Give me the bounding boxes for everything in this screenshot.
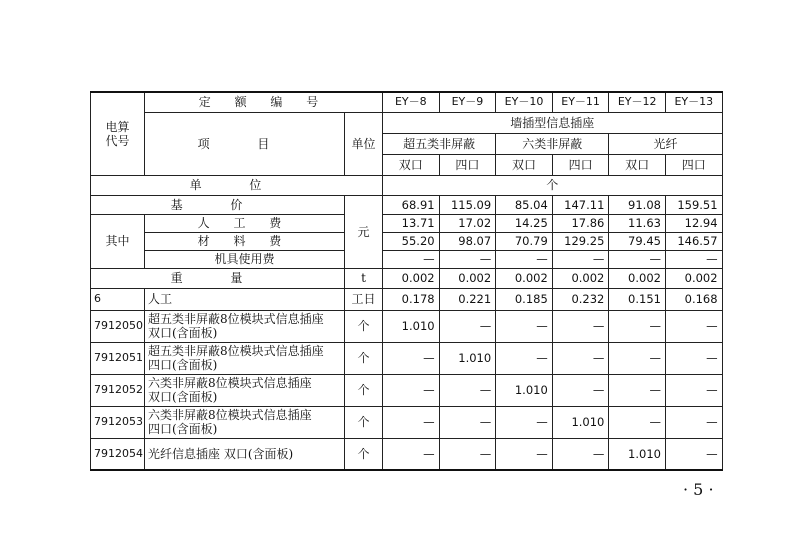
material-name-line1: 超五类非屏蔽8位模块式信息插座 bbox=[148, 312, 324, 326]
material-cost-value: 98.07 bbox=[439, 232, 496, 250]
weight-value: 0.002 bbox=[439, 268, 496, 288]
material-code: 7912051 bbox=[91, 342, 145, 374]
labor-value: 0.232 bbox=[552, 288, 609, 310]
material-cost-value: 79.45 bbox=[609, 232, 666, 250]
material-unit: 个 bbox=[345, 310, 383, 342]
labor-value: 0.221 bbox=[439, 288, 496, 310]
machine-cost-value: — bbox=[439, 250, 496, 268]
material-value: — bbox=[383, 374, 440, 406]
header-row-group bbox=[91, 112, 723, 133]
labor-value: 0.178 bbox=[383, 288, 440, 310]
labor-cost-row bbox=[91, 214, 723, 232]
machine-cost-label: 机具使用费 bbox=[145, 250, 345, 268]
material-row bbox=[91, 406, 723, 438]
weight-value: 0.002 bbox=[609, 268, 666, 288]
base-price-value: 91.08 bbox=[609, 195, 666, 214]
weight-row bbox=[91, 268, 723, 288]
material-value: — bbox=[552, 310, 609, 342]
subgroup-fiber: 光纤 bbox=[609, 133, 722, 154]
material-cost-row bbox=[91, 232, 723, 250]
header-row-codes bbox=[91, 92, 723, 112]
labor-name: 人工 bbox=[145, 288, 345, 310]
port-2: 四口 bbox=[439, 154, 496, 175]
material-code: 7912053 bbox=[91, 406, 145, 438]
material-value: — bbox=[383, 406, 440, 438]
material-value: — bbox=[552, 438, 609, 470]
base-price-value: 115.09 bbox=[439, 195, 496, 214]
base-price-value: 68.91 bbox=[383, 195, 440, 214]
material-code: 7912052 bbox=[91, 374, 145, 406]
unit-row-value: 个 bbox=[383, 175, 723, 195]
machine-cost-row bbox=[91, 250, 723, 268]
machine-cost-value: — bbox=[383, 250, 440, 268]
material-row bbox=[91, 342, 723, 374]
labor-value: 0.168 bbox=[665, 288, 722, 310]
of-which-label: 其中 bbox=[91, 214, 145, 268]
material-code: 7912054 bbox=[91, 438, 145, 470]
material-value: — bbox=[665, 342, 722, 374]
material-value: 1.010 bbox=[439, 342, 496, 374]
item-label: 项 目 bbox=[145, 112, 345, 175]
port-4: 四口 bbox=[552, 154, 609, 175]
port-6: 四口 bbox=[665, 154, 722, 175]
labor-cost-value: 12.94 bbox=[665, 214, 722, 232]
labor-cost-value: 11.63 bbox=[609, 214, 666, 232]
material-value: — bbox=[609, 374, 666, 406]
base-price-row bbox=[91, 195, 723, 214]
labor-value: 0.185 bbox=[496, 288, 553, 310]
material-cost-value: 70.79 bbox=[496, 232, 553, 250]
quota-code-2: EY－9 bbox=[439, 92, 496, 112]
unit-row bbox=[91, 175, 723, 195]
material-value: — bbox=[665, 406, 722, 438]
material-value: — bbox=[609, 406, 666, 438]
material-value: — bbox=[665, 374, 722, 406]
material-value: — bbox=[496, 310, 553, 342]
unit-row-label: 单 位 bbox=[91, 175, 383, 195]
material-value: 1.010 bbox=[383, 310, 440, 342]
labor-cost-value: 14.25 bbox=[496, 214, 553, 232]
material-name bbox=[145, 374, 345, 406]
quota-table bbox=[90, 91, 723, 471]
material-name-line1: 六类非屏蔽8位模块式信息插座 bbox=[148, 376, 312, 390]
material-unit: 个 bbox=[345, 342, 383, 374]
machine-cost-value: — bbox=[609, 250, 666, 268]
weight-unit: t bbox=[345, 268, 383, 288]
subgroup-cat5e: 超五类非屏蔽 bbox=[383, 133, 496, 154]
material-unit: 个 bbox=[345, 438, 383, 470]
quota-code-1: EY－8 bbox=[383, 92, 440, 112]
material-value: — bbox=[439, 310, 496, 342]
material-name bbox=[145, 342, 345, 374]
material-value: 1.010 bbox=[609, 438, 666, 470]
code-column-header bbox=[91, 92, 145, 175]
material-value: — bbox=[496, 438, 553, 470]
material-name-line1: 超五类非屏蔽8位模块式信息插座 bbox=[148, 344, 324, 358]
material-value: — bbox=[439, 406, 496, 438]
labor-cost-value: 17.86 bbox=[552, 214, 609, 232]
code-label-line1: 电算 bbox=[105, 119, 130, 134]
machine-cost-value: — bbox=[552, 250, 609, 268]
base-price-value: 159.51 bbox=[665, 195, 722, 214]
material-name-line2: 四口(含面板) bbox=[148, 422, 218, 436]
material-name-line2: 双口(含面板) bbox=[148, 326, 218, 340]
material-value: — bbox=[383, 438, 440, 470]
material-name bbox=[145, 406, 345, 438]
material-unit: 个 bbox=[345, 374, 383, 406]
material-value: — bbox=[665, 310, 722, 342]
labor-unit: 工日 bbox=[345, 288, 383, 310]
unit-label: 单位 bbox=[345, 112, 383, 175]
page-number: · 5 · bbox=[683, 480, 714, 499]
weight-value: 0.002 bbox=[496, 268, 553, 288]
material-name-line2: 双口(含面板) bbox=[148, 390, 218, 404]
base-price-value: 85.04 bbox=[496, 195, 553, 214]
weight-label: 重 量 bbox=[91, 268, 345, 288]
material-value: 1.010 bbox=[552, 406, 609, 438]
labor-cost-value: 13.71 bbox=[383, 214, 440, 232]
material-unit: 个 bbox=[345, 406, 383, 438]
material-value: — bbox=[496, 342, 553, 374]
port-5: 双口 bbox=[609, 154, 666, 175]
base-price-value: 147.11 bbox=[552, 195, 609, 214]
material-value: — bbox=[609, 342, 666, 374]
material-cost-value: 146.57 bbox=[665, 232, 722, 250]
material-value: — bbox=[383, 342, 440, 374]
material-value: — bbox=[665, 438, 722, 470]
quota-code-4: EY－11 bbox=[552, 92, 609, 112]
material-cost-value: 129.25 bbox=[552, 232, 609, 250]
material-row bbox=[91, 438, 723, 470]
port-1: 双口 bbox=[383, 154, 440, 175]
material-value: — bbox=[496, 406, 553, 438]
material-row bbox=[91, 374, 723, 406]
labor-value: 0.151 bbox=[609, 288, 666, 310]
of-which-unit: 元 bbox=[345, 195, 383, 268]
material-name bbox=[145, 438, 345, 470]
subgroup-cat6: 六类非屏蔽 bbox=[496, 133, 609, 154]
material-value: — bbox=[552, 342, 609, 374]
material-value: — bbox=[439, 438, 496, 470]
labor-code: 6 bbox=[91, 288, 145, 310]
material-name-line1: 六类非屏蔽8位模块式信息插座 bbox=[148, 408, 312, 422]
material-row bbox=[91, 310, 723, 342]
code-label-line2: 代号 bbox=[105, 133, 130, 148]
quota-code-6: EY－13 bbox=[665, 92, 722, 112]
labor-cost-value: 17.02 bbox=[439, 214, 496, 232]
material-code: 7912050 bbox=[91, 310, 145, 342]
quota-code-3: EY－10 bbox=[496, 92, 553, 112]
group-title: 墙插型信息插座 bbox=[383, 112, 723, 133]
quota-number-label: 定 额 编 号 bbox=[145, 92, 383, 112]
material-name-line1: 光纤信息插座 双口(含面板) bbox=[148, 446, 294, 461]
material-cost-value: 55.20 bbox=[383, 232, 440, 250]
weight-value: 0.002 bbox=[665, 268, 722, 288]
port-3: 双口 bbox=[496, 154, 553, 175]
machine-cost-value: — bbox=[496, 250, 553, 268]
labor-cost-label: 人 工 费 bbox=[145, 214, 345, 232]
labor-row bbox=[91, 288, 723, 310]
quota-code-5: EY－12 bbox=[609, 92, 666, 112]
material-cost-label: 材 料 费 bbox=[145, 232, 345, 250]
machine-cost-value: — bbox=[665, 250, 722, 268]
weight-value: 0.002 bbox=[552, 268, 609, 288]
material-value: 1.010 bbox=[496, 374, 553, 406]
material-value: — bbox=[609, 310, 666, 342]
material-value: — bbox=[552, 374, 609, 406]
material-name-line2: 四口(含面板) bbox=[148, 358, 218, 372]
base-price-label: 基 价 bbox=[91, 195, 345, 214]
weight-value: 0.002 bbox=[383, 268, 440, 288]
material-value: — bbox=[439, 374, 496, 406]
material-name bbox=[145, 310, 345, 342]
